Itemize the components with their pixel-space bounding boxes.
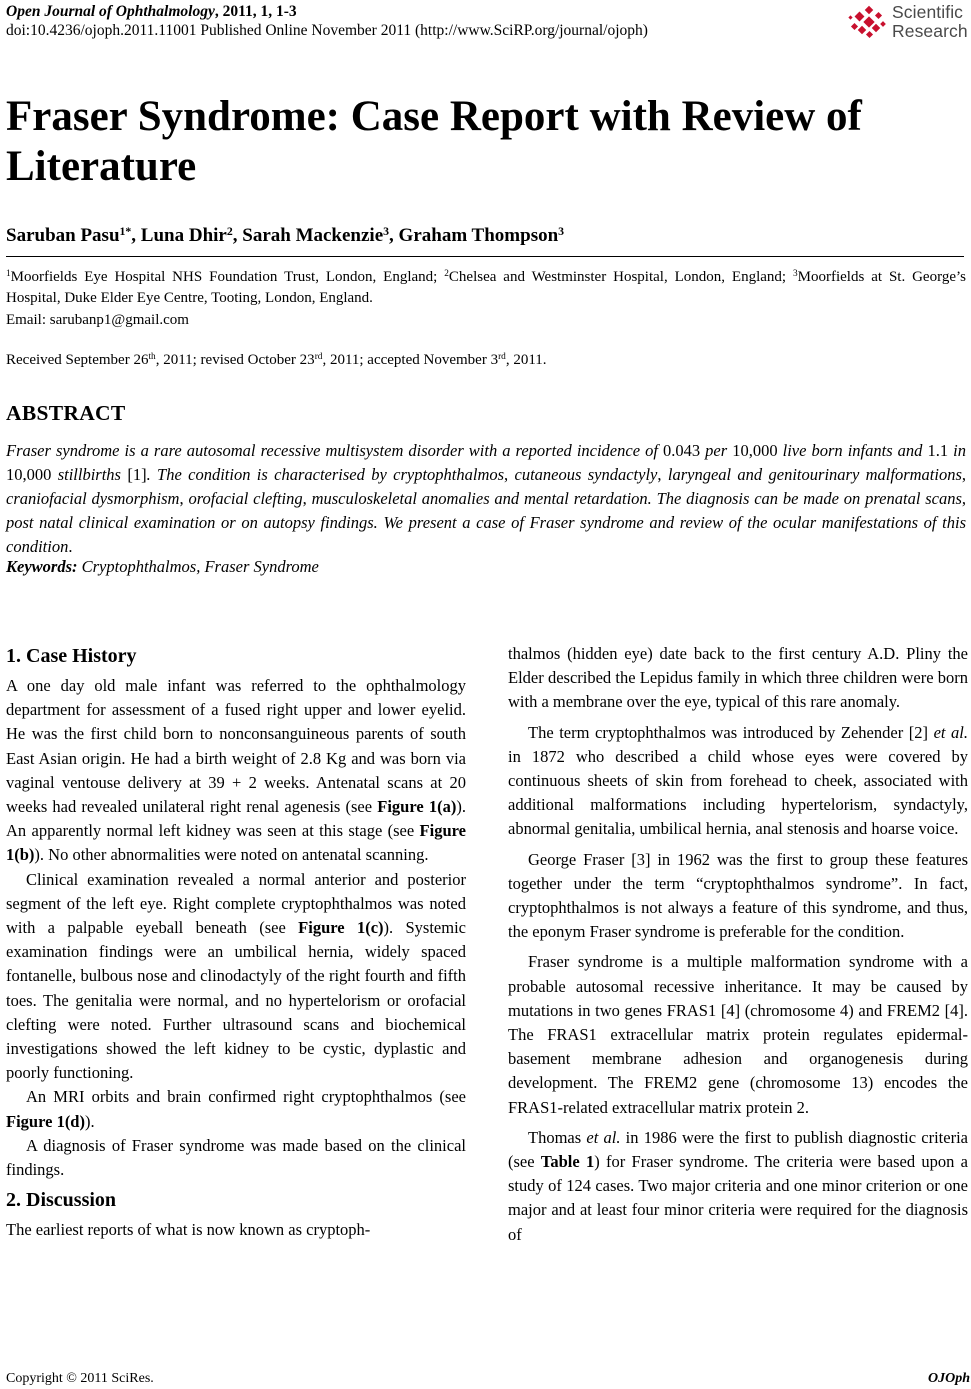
publisher-logo [848, 2, 970, 44]
abstract-number: 10,000 [6, 465, 52, 484]
contact-email: Email: sarubanp1@gmail.com [6, 312, 189, 328]
ordinal-suffix: rd [314, 351, 323, 362]
abstract-number: 1.1 [927, 441, 949, 460]
logo-text-line2: Research [892, 21, 968, 41]
body-text: A one day old male infant was referred to the ophthalmology department for assessment of a fused right upper and lower eyelid. He was the first child born to nonconsanguineous parents of south East Asian origin. He had a birth weight of 2.8 Kg and was born via vaginal ventouse delivery at 39 + 2 weeks. Antenatal scans at 20 weeks had revealed unilateral right renal agenesis (see [6, 676, 466, 817]
received-text: Received September 26 [6, 352, 149, 368]
body-text: ). No other abnormalities were noted on antenatal scanning. [34, 845, 429, 865]
body-text: The term cryptophthalmos was introduced by Zehender [2] [528, 722, 934, 742]
abstract-punct: , [179, 489, 189, 508]
author-name: Saruban Pasu [6, 225, 120, 246]
body-paragraph [508, 1126, 968, 1247]
abstract-text: orofacial clefting [188, 489, 303, 508]
abstract-number: 0.043 [662, 441, 701, 460]
left-column [6, 642, 466, 1242]
abstract-heading: ABSTRACT [6, 401, 126, 425]
abstract-body [6, 439, 966, 559]
body-text: in 1872 who described a child whose eyes were covered by continuous sheets of skin from forehead to cheek, associated with additional malformations including hypertelorism, syndactyly, abnormal genitalia, umbilical hernia, anal stenosis and hoarse voice. [508, 746, 968, 839]
abstract-text: live born infants and [777, 441, 928, 460]
body-text: ). Systemic examination findings were an umbilical hernia, widely spaced fontanelle, bulbous nose and clinodactyly of the right fourth and fifth toes. The genitalia were normal, and no hypertelorism or orofacial clefting were noted. Further ultrasound scans and biochemical investigations showed the left kidney to be cystic, dyplastic and poorly functioning. [6, 918, 466, 1083]
table-reference[interactable]: Table 1 [540, 1152, 595, 1172]
abstract-punct: , [657, 465, 668, 484]
journal-header [6, 2, 648, 40]
affiliations [6, 267, 966, 309]
title-divider [6, 256, 964, 257]
body-paragraph: George Fraser [3] in 1962 was the first to group these features together under the term “cryptophthalmos syndrome”. In fact, cryptophthalmos is not always a feature of this syndrome, and thus, the eponym Fraser syndrome is preferable for the condition. [508, 849, 968, 942]
abstract-punct: . [68, 537, 73, 556]
keywords-label: Keywords [6, 557, 72, 576]
author-name: Graham Thompson [398, 225, 559, 246]
body-paragraph: thalmos (hidden eye) date back to the first century A.D. Pliny the Elder described the Lepidus family in which three children were born with a membrane over the eye, typical of this rare anomaly. [508, 644, 968, 712]
body-text: Clinical examination revealed a normal anterior and posterior segment of the left eye. Right complete cryptophthalmos was noted with a palpable eyeball beneath (see [6, 869, 466, 938]
section-heading-case-history: 1. Case History [6, 645, 137, 667]
ordinal-suffix: th [148, 351, 156, 362]
affiliation-mark: 1 [6, 268, 11, 279]
body-text: ). An apparently normal left kidney was seen at this stage (see [6, 797, 466, 841]
abstract-citation: [1] [127, 465, 147, 484]
abstract-text: per [700, 441, 733, 460]
right-column [508, 642, 968, 1247]
author-affiliation-mark: 2 [226, 224, 233, 238]
abstract-text: craniofacial dysmorphism [6, 489, 180, 508]
body-paragraph: Fraser syndrome is a multiple malformation syndrome with a probable autosomal recessive inheritance. It may be caused by mutations in two genes FRAS1 [4] (chromosome 4) and FREM2 [4]. The FRAS1 extracellular matrix protein regulates epidermal-basement membrane adhesion and organogenesis during development. The FREM2 gene (chromosome 13) encodes the FRAS1-related extracellular matrix protein 2. [508, 952, 968, 1117]
footer-journal-abbr: OJOph [928, 1371, 971, 1386]
abstract-text: post natal clinical examination or on autopsy findings. We present a case of Fraser syndrome and review of the ocular manifestations of this condition [6, 513, 966, 556]
author-separator: , [131, 225, 141, 246]
received-text: , 2011. [505, 352, 547, 368]
abstract-punct: , [961, 465, 966, 484]
body-text: ) for Fraser syndrome. The criteria were based upon a study of 124 cases. Two major criteria and one minor criterion or one major and at least four minor criteria were required for the diagnosis of [508, 1152, 968, 1244]
abstract-number: 10,000 [732, 441, 778, 460]
journal-volume: , 2011, 1, 1-3 [214, 3, 297, 20]
body-text: in 1986 were the first to publish diagnostic criteria (see [508, 1127, 968, 1172]
logo-text-line1: Scientific [892, 2, 964, 22]
author-separator: , [232, 225, 243, 246]
abstract-text: musculoskeletal anomalies and mental retardation. The diagnosis can be made on prenatal scans [311, 489, 962, 508]
affiliation-mark: 2 [444, 268, 449, 279]
journal-name: Open Journal of Ophthalmology [6, 3, 215, 20]
body-paragraph: A diagnosis of Fraser syndrome was made based on the clinical findings. [6, 1135, 466, 1180]
author-name: Luna Dhir [140, 225, 227, 246]
author-list [6, 224, 564, 248]
abstract-text: stillbirths [51, 465, 128, 484]
abstract-punct: , [302, 489, 312, 508]
body-text: ). [84, 1111, 95, 1131]
ordinal-suffix: rd [498, 351, 506, 362]
affiliation-mark: 3 [792, 268, 798, 279]
journal-citation [6, 2, 648, 21]
abstract-text: Fraser syndrome is a rare autosomal recessive multisystem disorder with a reported incidence of [6, 441, 663, 460]
keywords [6, 555, 319, 579]
affiliation-text: Chelsea and Westminster Hospital, London, England; [448, 269, 793, 285]
affiliation-text: Moorfields at St. George’s Hospital, Duke Elder Eye Centre, Tooting, London, England. [6, 269, 966, 306]
author-name: Sarah Mackenzie [242, 225, 384, 246]
body-text: Thomas [528, 1127, 587, 1147]
body-paragraph [508, 721, 968, 842]
doi-line: doi:10.4236/ojoph.2011.11001 Published Online November 2011 (http://www.SciRP.org/journal/ojoph) [6, 22, 648, 39]
figure-reference[interactable]: Figure 1(d) [6, 1111, 85, 1131]
abstract-text: cutaneous syndactyly [514, 465, 658, 484]
body-paragraph: The earliest reports of what is now known as cryptoph- [6, 1220, 371, 1240]
et-al: et al. [586, 1127, 621, 1147]
body-paragraph [6, 674, 466, 868]
publisher-logo-icon [848, 5, 888, 41]
affiliation-text: Moorfields Eye Hospital NHS Foundation Trust, London, England; [10, 269, 445, 285]
footer-copyright: Copyright © 2011 SciRes. [6, 1371, 154, 1386]
received-text: , 2011; accepted November 3 [322, 352, 499, 368]
author-affiliation-mark: 3 [383, 224, 390, 238]
keyword-separator: , [196, 557, 205, 576]
keywords-colon: : [72, 557, 82, 576]
abstract-text: laryngeal and genitourinary malformations [667, 465, 962, 484]
et-al: et al. [933, 722, 968, 742]
figure-reference[interactable]: Figure 1(c) [298, 918, 384, 938]
abstract-punct: , [504, 465, 515, 484]
keyword: Cryptophthalmos [81, 557, 197, 576]
figure-reference[interactable]: Figure 1(a) [377, 797, 457, 817]
abstract-punct: , [961, 489, 967, 508]
author-affiliation-mark: 3 [558, 224, 565, 238]
author-separator: , [389, 225, 399, 246]
keyword: Fraser Syndrome [204, 557, 319, 576]
received-dates [6, 350, 547, 371]
article-title: Fraser Syndrome: Case Report with Review of Literature [6, 93, 862, 190]
received-text: , 2011; revised October 23 [155, 352, 315, 368]
figure-reference[interactable]: Figure 1(b) [6, 821, 466, 865]
body-text: An MRI orbits and brain confirmed right cryptophthalmos (see [26, 1087, 466, 1107]
abstract-text: in [948, 441, 966, 460]
section-heading-discussion: 2. Discussion [6, 1189, 117, 1212]
body-paragraph [6, 1085, 466, 1133]
body-paragraph [6, 868, 466, 1086]
author-affiliation-mark: 1* [119, 224, 132, 238]
abstract-text: . The condition is characterised by cryptophthalmos [146, 465, 505, 484]
